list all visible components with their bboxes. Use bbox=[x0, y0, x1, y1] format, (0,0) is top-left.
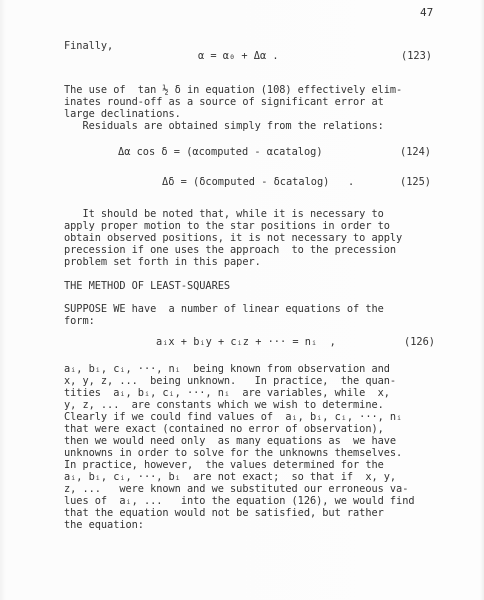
equation-124-number: (124) bbox=[400, 146, 431, 158]
equation-123: α = α₀ + Δα . bbox=[198, 50, 279, 62]
paragraph-line: aᵢ, bᵢ, cᵢ, ···, bᵢ are not exact; so that if x, y, bbox=[64, 471, 397, 483]
equation-126: aᵢx + bᵢy + cᵢz + ··· = nᵢ , bbox=[156, 336, 336, 348]
paragraph-line: large declinations. bbox=[64, 108, 181, 120]
paragraph-line: Residuals are obtained simply from the relations: bbox=[64, 120, 384, 132]
paragraph-line: The use of tan ½ δ in equation (108) effectively elim- bbox=[64, 84, 403, 96]
section-heading: THE METHOD OF LEAST-SQUARES bbox=[64, 280, 231, 292]
paragraph-line: that were exact (contained no error of observation), bbox=[64, 423, 384, 435]
equation-125: Δδ = (δcomputed - δcatalog) . bbox=[162, 176, 355, 188]
finally-label: Finally, bbox=[64, 40, 114, 52]
paragraph-line: the equation: bbox=[64, 519, 144, 531]
page-number: 47 bbox=[420, 6, 434, 19]
paragraph-line: SUPPOSE WE have a number of linear equations of the bbox=[64, 303, 384, 315]
paragraph-line: tities aᵢ, bᵢ, cᵢ, ···, nᵢ are variables, while x, bbox=[64, 387, 390, 399]
equation-124: Δα cos δ = (αcomputed - αcatalog) bbox=[118, 146, 323, 158]
paragraph-line: It should be noted that, while it is necessary to bbox=[64, 208, 384, 220]
paragraph-line: In practice, however, the values determined for the bbox=[64, 459, 384, 471]
paragraph-line: apply proper motion to the star positions in order to bbox=[64, 220, 390, 232]
paragraph-line: lues of aᵢ, ... into the equation (126), we would find bbox=[64, 495, 415, 507]
paragraph-line: obtain observed positions, it is not necessary to apply bbox=[64, 232, 403, 244]
paragraph-line: y, z, ... are constants which we wish to determine. bbox=[64, 399, 384, 411]
equation-123-number: (123) bbox=[401, 50, 432, 62]
paragraph-line: unknowns in order to solve for the unknowns themselves. bbox=[64, 447, 403, 459]
paragraph-line: Clearly if we could find values of aᵢ, bᵢ, cᵢ, ···, nᵢ bbox=[64, 411, 403, 423]
paragraph-line: inates round-off as a source of significant error at bbox=[64, 96, 384, 108]
equation-126-number: (126) bbox=[404, 336, 435, 348]
paragraph-line: form: bbox=[64, 315, 95, 327]
paragraph-line: then we would need only as many equations as we have bbox=[64, 435, 397, 447]
paragraph-line: z, ... were known and we substituted our erroneous va- bbox=[64, 483, 409, 495]
equation-125-number: (125) bbox=[400, 176, 431, 188]
paragraph-line: precession if one uses the approach to the precession bbox=[64, 244, 397, 256]
paragraph-line: aᵢ, bᵢ, cᵢ, ···, nᵢ being known from observation and bbox=[64, 363, 390, 375]
paragraph-line: x, y, z, ... being unknown. In practice, the quan- bbox=[64, 375, 397, 387]
paragraph-line: that the equation would not be satisfied, but rather bbox=[64, 507, 384, 519]
paragraph-line: problem set forth in this paper. bbox=[64, 256, 261, 268]
